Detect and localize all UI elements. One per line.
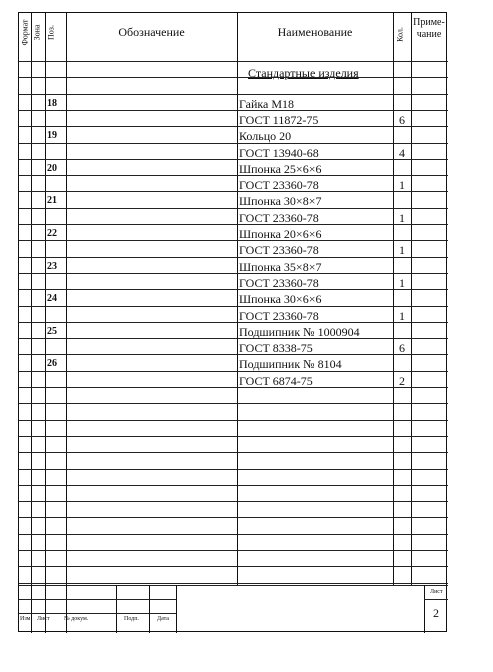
row-divider — [19, 159, 448, 160]
stamp-sheet-label: Лист — [430, 589, 443, 595]
row-name: Шпонка 20×6×6 — [239, 227, 322, 241]
row-name: Шпонка 25×6×6 — [239, 161, 322, 176]
row-divider — [19, 143, 448, 144]
stamp-sign: Подп. — [124, 616, 139, 622]
row-quantity: 1 — [399, 308, 405, 323]
row-divider — [19, 110, 448, 111]
col-header-designation: Обозначение — [118, 25, 185, 39]
row-divider — [19, 420, 448, 421]
row-position: 24 — [47, 293, 57, 305]
row-divider — [19, 322, 448, 323]
stamp-row-line — [19, 599, 176, 600]
row-divider — [19, 566, 448, 567]
column-divider — [411, 13, 412, 585]
header-divider — [19, 61, 448, 62]
row-position: 21 — [47, 195, 57, 207]
row-divider — [19, 534, 448, 535]
column-divider — [45, 13, 46, 585]
row-divider — [19, 240, 448, 241]
row-name: ГОСТ 23360-78 — [239, 210, 319, 225]
row-divider — [19, 273, 448, 274]
row-divider — [19, 485, 448, 486]
row-divider — [19, 452, 448, 453]
stamp-list: Лист — [37, 616, 50, 622]
col-header-note: Приме- чание — [413, 17, 445, 40]
row-divider — [19, 175, 448, 176]
row-name: ГОСТ 11872-75 — [239, 112, 319, 127]
row-divider — [19, 517, 448, 518]
column-divider — [237, 13, 238, 585]
section-title: Стандартные изделия — [248, 66, 359, 80]
col-header-name: Наименование — [277, 25, 353, 39]
column-divider — [66, 13, 67, 585]
row-position: 19 — [47, 130, 57, 142]
row-name: ГОСТ 23360-78 — [239, 178, 319, 193]
row-name: Шпонка 30×6×6 — [239, 292, 322, 307]
stamp-divider — [31, 585, 32, 633]
row-quantity: 4 — [399, 145, 405, 160]
col-header-zone: Зона — [32, 24, 42, 41]
row-quantity: 1 — [399, 275, 405, 290]
row-name: Шпонка 35×8×7 — [239, 259, 322, 274]
row-position: 20 — [47, 162, 57, 174]
row-name: Гайка М18 — [239, 96, 295, 111]
row-name: Кольцо 20 — [239, 129, 292, 144]
row-name: ГОСТ 8338-75 — [239, 341, 313, 356]
row-divider — [19, 354, 448, 355]
row-divider — [19, 403, 448, 404]
col-header-qty: Кол. — [395, 27, 405, 42]
row-divider — [19, 94, 448, 95]
row-position: 23 — [47, 260, 57, 272]
stamp-divider — [66, 585, 67, 633]
row-divider — [19, 224, 448, 225]
row-name: ГОСТ 23360-78 — [239, 275, 319, 290]
stamp-doc-no: № докум. — [64, 616, 89, 622]
row-divider — [19, 289, 448, 290]
stamp-date: Дата — [157, 616, 169, 622]
row-name: ГОСТ 23360-78 — [239, 308, 319, 323]
row-position: 18 — [47, 97, 57, 109]
row-quantity: 6 — [399, 112, 405, 127]
row-quantity: 1 — [399, 178, 405, 193]
col-header-format: Формат — [20, 19, 30, 46]
row-divider — [19, 306, 448, 307]
stamp-sheet-line — [424, 599, 448, 600]
row-position: 25 — [47, 325, 57, 337]
row-name: Шпонка 30×8×7 — [239, 194, 322, 209]
column-divider — [393, 13, 394, 585]
col-header-pos: Поз. — [46, 25, 56, 40]
row-divider — [19, 338, 448, 339]
row-name: ГОСТ 6874-75 — [239, 373, 313, 388]
stamp-sheet-number: 2 — [433, 606, 439, 620]
row-divider — [19, 191, 448, 192]
stamp-divider — [424, 585, 425, 633]
row-position: 26 — [47, 358, 57, 370]
row-divider — [19, 208, 448, 209]
row-name: Подшипник № 8104 — [239, 357, 342, 372]
row-position: 22 — [47, 228, 57, 239]
row-divider — [19, 77, 448, 78]
row-quantity: 1 — [399, 210, 405, 225]
stamp-row-line — [19, 613, 176, 614]
row-divider — [19, 436, 448, 437]
row-divider — [19, 371, 448, 372]
row-divider — [19, 126, 448, 127]
row-quantity: 6 — [399, 341, 405, 356]
spec-sheet — [18, 12, 447, 632]
stamp-divider — [45, 585, 46, 633]
row-divider — [19, 469, 448, 470]
stamp-izm: Изм — [20, 616, 31, 622]
stamp-top-line — [19, 585, 448, 586]
row-divider — [19, 501, 448, 502]
row-name: ГОСТ 23360-78 — [239, 243, 319, 258]
stamp-divider — [116, 585, 117, 633]
row-name: Подшипник № 1000904 — [239, 324, 360, 339]
row-divider — [19, 387, 448, 388]
stamp-divider — [149, 585, 150, 633]
row-divider — [19, 583, 448, 584]
row-divider — [19, 257, 448, 258]
stamp-divider — [176, 585, 177, 633]
row-name: ГОСТ 13940-68 — [239, 145, 319, 160]
row-divider — [19, 550, 448, 551]
row-quantity: 1 — [399, 243, 405, 258]
column-divider — [31, 13, 32, 585]
row-quantity: 2 — [399, 373, 405, 388]
